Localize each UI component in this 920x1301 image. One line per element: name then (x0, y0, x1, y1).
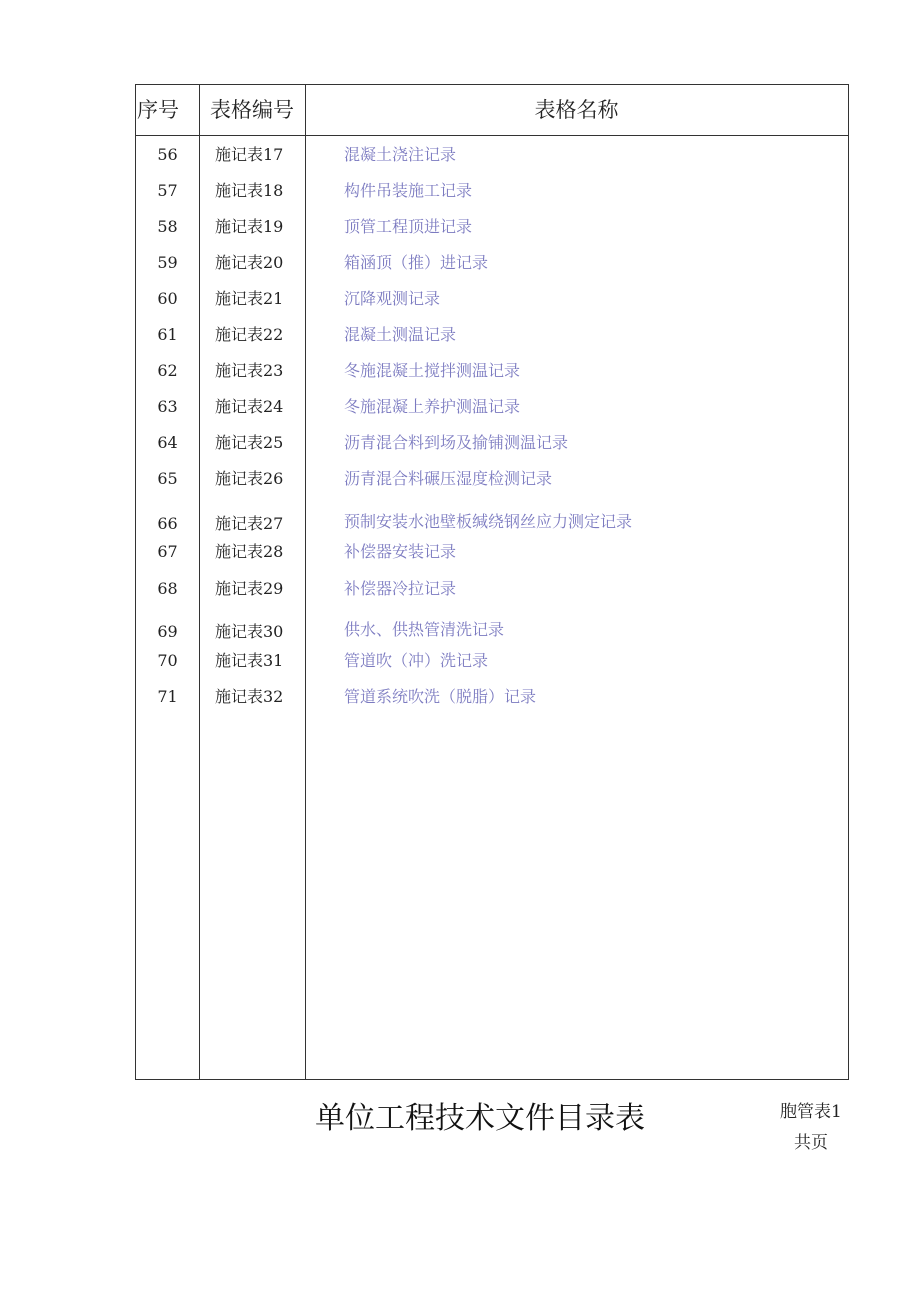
row-code: 施记表28 (215, 542, 284, 561)
row-code: 施记表25 (215, 433, 284, 452)
row-name: 冬施混凝土搅拌测温记录 (344, 361, 521, 380)
table-row (136, 143, 848, 167)
row-code: 施记表30 (215, 622, 284, 641)
table-row (136, 251, 848, 275)
table-row (136, 577, 848, 601)
header-seq: 序号 (137, 98, 179, 122)
row-name: 混凝土浇注记录 (344, 145, 457, 164)
row-name: 沥青混合料碾压湿度检测记录 (344, 469, 553, 488)
row-code: 施记表23 (215, 361, 284, 380)
table-row (136, 649, 848, 673)
row-name: 管道系统吹洗（脱脂）记录 (344, 687, 537, 706)
header-name: 表格名称 (534, 98, 619, 122)
row-name: 顶管工程顶进记录 (344, 217, 473, 236)
row-code: 施记表18 (215, 181, 284, 200)
table-row (136, 540, 848, 564)
table-row (136, 467, 848, 491)
row-seq: 67 (157, 542, 178, 561)
row-seq: 66 (157, 514, 178, 533)
row-code: 施记表17 (215, 145, 284, 164)
table-row (136, 323, 848, 347)
document-title: 单位工程技术文件目录表 (315, 1101, 645, 1136)
row-name: 混凝土测温记录 (344, 325, 457, 344)
row-seq: 58 (157, 217, 178, 236)
row-name: 供水、供热管清洗记录 (344, 620, 505, 639)
table-row (136, 685, 848, 709)
row-name: 补偿器安装记录 (344, 542, 457, 561)
row-code: 施记表32 (215, 687, 284, 706)
row-name: 箱涵顶（推）进记录 (344, 253, 489, 272)
row-name: 构件吊装施工记录 (344, 181, 473, 200)
form-code: 胞管表1 (780, 1102, 842, 1122)
header-code: 表格编号 (210, 98, 294, 122)
row-seq: 68 (157, 579, 178, 598)
row-code: 施记表21 (215, 289, 284, 308)
table-row (136, 179, 848, 203)
table-row (136, 359, 848, 383)
row-seq: 62 (157, 361, 178, 380)
row-seq: 59 (157, 253, 178, 272)
row-code: 施记表29 (215, 579, 284, 598)
row-code: 施记表22 (215, 325, 284, 344)
row-code: 施记表24 (215, 397, 284, 416)
row-seq: 56 (157, 145, 178, 164)
table-row (136, 287, 848, 311)
row-seq: 61 (157, 325, 178, 344)
row-code: 施记表27 (215, 514, 284, 533)
page-count: 共页 (794, 1133, 828, 1153)
row-code: 施记表26 (215, 469, 284, 488)
row-seq: 70 (157, 651, 178, 670)
table-row (136, 431, 848, 455)
directory-table (135, 84, 849, 1080)
header-divider (136, 135, 848, 136)
row-name: 管道吹（冲）洗记录 (344, 651, 489, 670)
table-row (136, 512, 848, 536)
table-row (136, 215, 848, 239)
row-seq: 65 (157, 469, 178, 488)
row-name: 沉降观测记录 (344, 289, 441, 308)
row-seq: 57 (157, 181, 178, 200)
row-code: 施记表20 (215, 253, 284, 272)
row-seq: 64 (157, 433, 178, 452)
row-code: 施记表31 (215, 651, 284, 670)
row-seq: 69 (157, 622, 178, 641)
row-name: 沥青混合料到场及揄铺测温记录 (344, 433, 569, 452)
row-seq: 71 (157, 687, 178, 706)
row-seq: 63 (157, 397, 178, 416)
row-seq: 60 (157, 289, 178, 308)
table-row (136, 395, 848, 419)
table-row (136, 620, 848, 644)
row-name: 预制安装水池壁板缄绕钢丝应力测定记录 (344, 512, 633, 531)
row-code: 施记表19 (215, 217, 284, 236)
row-name: 补偿器冷拉记录 (344, 579, 457, 598)
row-name: 冬施混凝上养护测温记录 (344, 397, 521, 416)
